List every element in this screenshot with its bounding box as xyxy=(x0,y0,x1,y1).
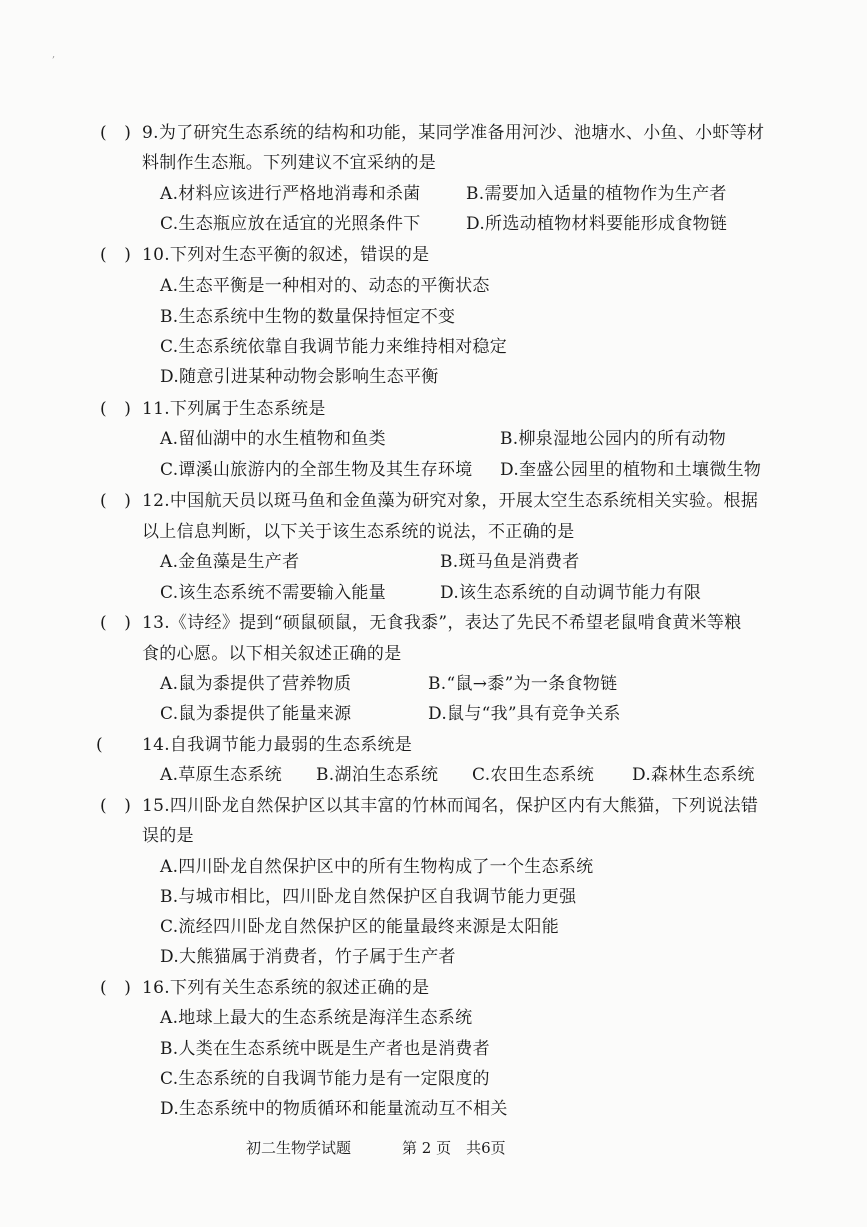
question-stem: 15.四川卧龙自然保护区以其丰富的竹林而闻名，保护区内有大熊猫，下列说法错 xyxy=(142,796,759,816)
question-stem: 14.自我调节能力最弱的生态系统是 xyxy=(142,735,413,755)
question-stem: 9.为了研究生态系统的结构和功能，某同学准备用河沙、池塘水、小鱼、小虾等材 xyxy=(142,123,765,143)
option-a: A.留仙湖中的水生植物和鱼类 xyxy=(160,429,386,449)
option-b: B.柳泉湿地公园内的所有动物 xyxy=(500,429,727,449)
option-d: D.该生态系统的自动调节能力有限 xyxy=(440,583,702,603)
option-a: A.材料应该进行严格地消毒和杀菌 xyxy=(160,184,421,204)
option-a: A.地球上最大的生态系统是海洋生态系统 xyxy=(160,1008,473,1028)
question-stem: 料制作生态瓶。下列建议不宜采纳的是 xyxy=(142,153,437,173)
option-a: A.鼠为黍提供了营养物质 xyxy=(160,674,352,694)
option-c: C.谭溪山旅游内的全部生物及其生存环境 xyxy=(160,460,473,480)
option-c: C.生态系统依靠自我调节能力来维持相对稳定 xyxy=(160,337,508,357)
question-stem: 11.下列属于生态系统是 xyxy=(142,399,326,419)
option-b: B.人类在生态系统中既是生产者也是消费者 xyxy=(160,1039,490,1059)
answer-paren: ( ) xyxy=(100,123,132,143)
option-c: C.该生态系统不需要输入能量 xyxy=(160,583,387,603)
option-d: D.奎盛公园里的植物和土壤微生物 xyxy=(500,460,762,480)
question-stem: 16.下列有关生态系统的叙述正确的是 xyxy=(142,978,430,998)
option-d: D.所选动植物材料要能形成食物链 xyxy=(466,214,728,234)
option-d: D.生态系统中的物质循环和能量流动互不相关 xyxy=(160,1099,508,1119)
option-d: D.森林生态系统 xyxy=(632,765,755,785)
footer-subject: 初二生物学试题 xyxy=(246,1139,352,1157)
question-stem: 食的心愿。以下相关叙述正确的是 xyxy=(142,644,402,664)
option-b: B.需要加入适量的植物作为生产者 xyxy=(466,184,727,204)
answer-paren: ( xyxy=(96,735,103,755)
option-c: C.农田生态系统 xyxy=(472,765,595,785)
option-c: C.生态瓶应放在适宜的光照条件下 xyxy=(160,214,421,234)
option-a: A.草原生态系统 xyxy=(160,765,283,785)
option-b: B.湖泊生态系统 xyxy=(316,765,439,785)
answer-paren: ( ) xyxy=(100,491,132,511)
option-b: B.“鼠→黍”为一条食物链 xyxy=(428,674,618,694)
question-stem: 12.中国航天员以斑马鱼和金鱼藻为研究对象，开展太空生态系统相关实验。根据 xyxy=(142,491,759,511)
footer-page-info: 第 2 页 共6页 xyxy=(402,1139,506,1157)
option-c: C.生态系统的自我调节能力是有一定限度的 xyxy=(160,1069,490,1089)
answer-paren: ( ) xyxy=(100,399,132,419)
option-a: A.四川卧龙自然保护区中的所有生物构成了一个生态系统 xyxy=(160,857,594,877)
scan-speck: , xyxy=(52,49,56,60)
option-b: B.生态系统中生物的数量保持恒定不变 xyxy=(160,307,456,327)
option-d: D.随意引进某种动物会影响生态平衡 xyxy=(160,367,439,387)
answer-paren: ( ) xyxy=(100,245,132,265)
option-d: D.鼠与“我”具有竞争关系 xyxy=(428,704,621,724)
option-c: C.鼠为黍提供了能量来源 xyxy=(160,704,352,724)
answer-paren: ( ) xyxy=(100,978,132,998)
option-b: B.斑马鱼是消费者 xyxy=(440,552,580,572)
option-c: C.流经四川卧龙自然保护区的能量最终来源是太阳能 xyxy=(160,917,560,937)
question-stem: 误的是 xyxy=(142,826,194,846)
option-a: A.金鱼藻是生产者 xyxy=(160,552,300,572)
answer-paren: ( ) xyxy=(100,613,132,633)
question-stem: 13.《诗经》提到“硕鼠硕鼠，无食我黍”，表达了先民不希望老鼠啃食黄米等粮 xyxy=(142,613,742,633)
option-d: D.大熊猫属于消费者，竹子属于生产者 xyxy=(160,947,456,967)
option-b: B.与城市相比，四川卧龙自然保护区自我调节能力更强 xyxy=(160,887,577,907)
question-stem: 以上信息判断，以下关于该生态系统的说法，不正确的是 xyxy=(142,522,575,542)
question-stem: 10.下列对生态平衡的叙述，错误的是 xyxy=(142,245,430,265)
answer-paren: ( ) xyxy=(100,796,132,816)
option-a: A.生态平衡是一种相对的、动态的平衡状态 xyxy=(160,276,490,296)
